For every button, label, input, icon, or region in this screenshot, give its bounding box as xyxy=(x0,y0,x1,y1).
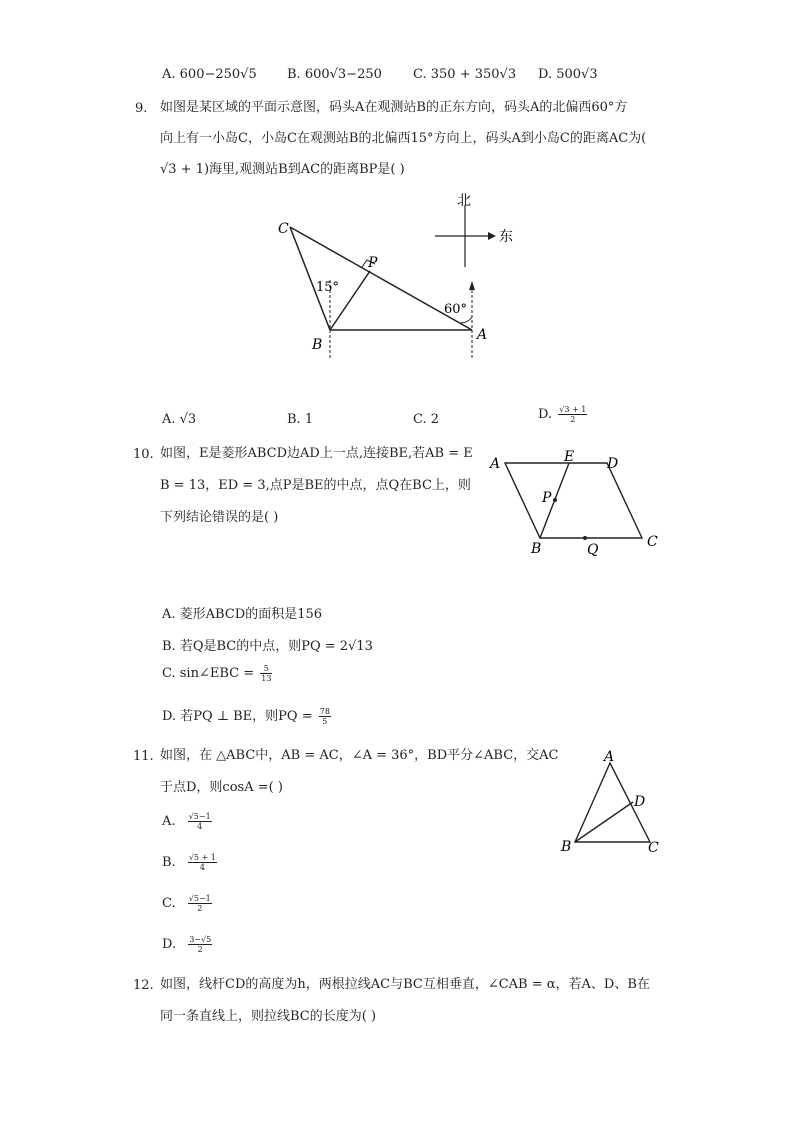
q10-text-line3: 下列结论错误的是( ) xyxy=(160,510,279,525)
q11-option-b-prefix: B. xyxy=(162,855,176,870)
label-c: C xyxy=(647,534,658,550)
label-e: E xyxy=(564,450,575,465)
label-north: 北 xyxy=(457,193,471,209)
q9-number: 9. xyxy=(135,101,148,116)
label-angle-60: 60° xyxy=(444,302,468,317)
q11-option-b-fraction xyxy=(188,853,217,872)
q11-option-c-fraction xyxy=(188,894,212,913)
q10-option-c xyxy=(162,664,272,683)
fraction-numerator: 3−√5 xyxy=(189,935,212,944)
q11-option-b xyxy=(162,853,217,872)
q11-text-line1: 如图，在 △ABC中，AB = AC，∠A = 36°，BD平分∠ABC，交AC xyxy=(160,748,559,763)
q11-number: 11. xyxy=(133,749,154,764)
fraction-denominator: 4 xyxy=(197,822,203,831)
arrow-up-icon xyxy=(469,281,475,290)
q9-option-d-prefix: D. xyxy=(538,407,553,422)
q11-option-d xyxy=(162,935,212,954)
q10-text-line2: B = 13，ED = 3,点P是BE的中点，点Q在BC上，则 xyxy=(160,478,471,493)
point-p xyxy=(553,498,557,502)
q12-text-line1: 如图，线杆CD的高度为h，两根拉线AC与BC互相垂直，∠CAB = α，若A、D、B在 xyxy=(160,977,650,992)
fraction-numerator: √5−1 xyxy=(188,812,211,821)
q9-figure xyxy=(270,185,530,360)
q11-option-d-fraction xyxy=(188,935,212,954)
label-b: B xyxy=(312,337,323,353)
arrow-right-icon xyxy=(488,232,496,240)
q10-option-c-fraction xyxy=(260,664,272,683)
q10-text-line1: 如图，E是菱形ABCD边AD上一点,连接BE,若AB = E xyxy=(160,446,473,461)
label-a: A xyxy=(477,327,488,343)
label-angle-15: 15° xyxy=(316,280,340,295)
q11-option-d-prefix: D. xyxy=(162,937,177,952)
label-p: P xyxy=(368,255,378,271)
label-d: D xyxy=(634,794,646,810)
q9-text-line3: √3 + 1)海里,观测站B到AC的距离BP是( ) xyxy=(160,162,405,177)
q9-text-line1: 如图是某区域的平面示意图，码头A在观测站B的正东方向，码头A的北偏西60°方 xyxy=(160,100,628,115)
q9-option-a: A. √3 xyxy=(162,412,197,427)
label-a: A xyxy=(604,749,615,765)
q12-text-line2: 同一条直线上，则拉线BC的长度为( ) xyxy=(160,1009,377,1024)
q8-option-b: B. 600√3−250 xyxy=(287,67,382,82)
fraction-denominator: 2 xyxy=(570,415,576,424)
label-b: B xyxy=(531,541,542,557)
q9-option-c: C. 2 xyxy=(413,412,440,427)
point-q xyxy=(583,536,587,540)
q11-option-a xyxy=(162,812,212,831)
q9-option-d-fraction xyxy=(558,405,587,424)
fraction-numerator: 5 xyxy=(260,664,272,674)
q10-option-a: A. 菱形ABCD的面积是156 xyxy=(162,607,323,622)
label-east: 东 xyxy=(499,229,513,245)
q11-text-line2: 于点D，则cosA =( ) xyxy=(160,780,283,795)
label-c: C xyxy=(278,221,289,237)
q8-option-a: A. 600−250√5 xyxy=(162,67,257,82)
q11-option-a-prefix: A. xyxy=(162,814,176,829)
fraction-denominator: 13 xyxy=(261,674,272,683)
q9-text-line2: 向上有一小岛C，小岛C在观测站B的北偏西15°方向上，码头A到小岛C的距离AC为( xyxy=(160,131,647,146)
fraction-numerator: 78 xyxy=(319,707,330,716)
label-p: P xyxy=(542,490,552,506)
q11-figure xyxy=(555,745,670,860)
q10-option-d xyxy=(162,705,331,726)
fraction-numerator: √5 + 1 xyxy=(188,853,216,862)
fraction-denominator: 2 xyxy=(197,945,203,954)
q12-number: 12. xyxy=(133,978,154,993)
q11-option-c xyxy=(162,894,212,913)
fraction-denominator: 2 xyxy=(197,904,203,913)
q9-option-d xyxy=(538,405,587,424)
segment-cb xyxy=(290,227,330,330)
fraction-numerator: √3 + 1 xyxy=(559,405,587,414)
q9-option-b: B. 1 xyxy=(287,412,314,427)
q10-option-d-prefix: D. 若PQ ⊥ BE，则PQ = xyxy=(162,709,313,724)
q10-option-b: B. 若Q是BC的中点，则PQ = 2√13 xyxy=(162,639,373,654)
label-a: A xyxy=(490,456,501,472)
fraction-numerator: √5−1 xyxy=(188,894,211,903)
rhombus-abcd xyxy=(505,463,642,538)
label-c: C xyxy=(648,840,659,856)
q10-option-c-prefix: C. sin∠EBC = xyxy=(162,666,255,681)
fraction-denominator: 5 xyxy=(322,717,328,726)
q10-option-d-fraction xyxy=(319,707,331,726)
q10-figure xyxy=(485,450,665,560)
label-q: Q xyxy=(587,542,599,558)
q8-option-d: D. 500√3 xyxy=(538,67,598,82)
fraction-denominator: 4 xyxy=(199,863,205,872)
q11-option-a-fraction xyxy=(188,812,212,831)
label-d: D xyxy=(607,456,619,472)
q10-number: 10. xyxy=(133,447,154,462)
q8-option-c: C. 350 + 350√3 xyxy=(413,67,517,82)
q11-option-c-prefix: C. xyxy=(162,896,176,911)
angle-arc-a xyxy=(460,317,472,323)
label-b: B xyxy=(561,839,572,855)
